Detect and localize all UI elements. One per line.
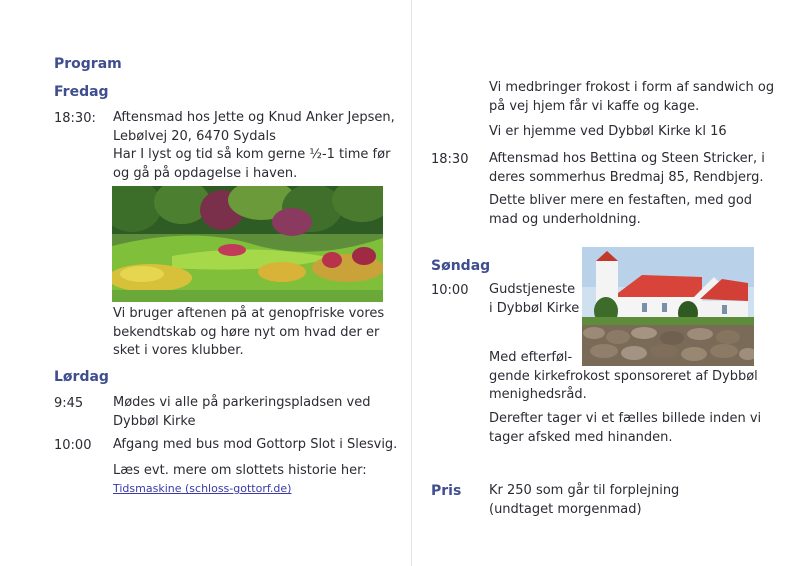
saturday-dinner-time: 18:30 [431, 152, 469, 167]
saturday-meet-text [113, 394, 370, 431]
sunday-time: 10:00 [431, 283, 469, 298]
saturday-lunch-text [489, 79, 774, 116]
saturday-party-text [489, 192, 752, 229]
text-line: menighedsråd. [489, 387, 587, 402]
text-line: deres sommerhus Bredmaj 85, Rendbjerg. [489, 169, 764, 185]
castle-history-link[interactable]: Tidsmaskine (schloss-gottorf.de) [113, 482, 292, 495]
text-line: Mødes vi alle på parkeringspladsen ved [113, 395, 371, 410]
text-line: Afgang med bus mod Gottorp Slot i Slesvig. [113, 437, 398, 452]
text-line: Lebølvej 20, 6470 Sydals [113, 128, 276, 144]
friday-evening-text [113, 305, 384, 361]
text-line: Vi medbringer frokost i form af sandwich og [489, 80, 775, 95]
saturday-time-1: 9:45 [54, 396, 84, 411]
price-heading: Pris [431, 483, 462, 499]
sunday-photo-text [489, 410, 761, 447]
saturday-dinner-text [489, 150, 765, 187]
text-line: bekendtskab og høre nyt om hvad der er [113, 324, 380, 340]
read-more-text: Læs evt. mere om slottets historie her: [113, 463, 367, 478]
text-line: Aftensmad hos Jette og Knud Anker Jepsen, [113, 110, 395, 125]
text-line: mad og underholdning. [489, 211, 641, 227]
sunday-lunch-text [489, 349, 758, 405]
friday-dinner-text [113, 109, 395, 183]
text-line: Derefter tager vi et fælles billede inden vi [489, 411, 762, 426]
text-line: tager afsked med hinanden. [489, 429, 673, 445]
saturday-time-2: 10:00 [54, 438, 92, 453]
text-line: Kr 250 som går til forplejning [489, 483, 680, 498]
friday-heading: Fredag [54, 84, 109, 100]
text-line: (undtaget morgenmad) [489, 501, 642, 517]
text-line: Aftensmad hos Bettina og Steen Stricker, i [489, 151, 765, 166]
saturday-return-text: Vi er hjemme ved Dybbøl Kirke kl 16 [489, 124, 727, 139]
text-line: Vi bruger aftenen på at genopfriske vores [113, 306, 385, 321]
text-line: sket i vores klubber. [113, 343, 244, 358]
text-line: og gå på opdagelse i haven. [113, 165, 298, 181]
sunday-service-text [489, 281, 579, 318]
friday-time: 18:30: [54, 111, 96, 126]
text-line: gende kirkefrokost sponsoreret af Dybbøl [489, 368, 758, 384]
garden-photo [112, 186, 383, 302]
saturday-heading: Lørdag [54, 369, 109, 385]
text-line: Med efterføl- [489, 350, 573, 365]
text-line: i Dybbøl Kirke [489, 300, 580, 316]
text-line: Dybbøl Kirke [113, 413, 196, 429]
sunday-heading: Søndag [431, 258, 491, 274]
text-line: Dette bliver mere en festaften, med god [489, 193, 753, 208]
text-line: Har I lyst og tid så kom gerne ½-1 time før [113, 147, 391, 162]
program-title: Program [54, 56, 122, 72]
saturday-bus-text [113, 436, 397, 455]
text-line: Gudstjeneste [489, 282, 576, 297]
text-line: på vej hjem får vi kaffe og kage. [489, 98, 700, 114]
price-text [489, 482, 679, 519]
page-fold [411, 0, 412, 566]
